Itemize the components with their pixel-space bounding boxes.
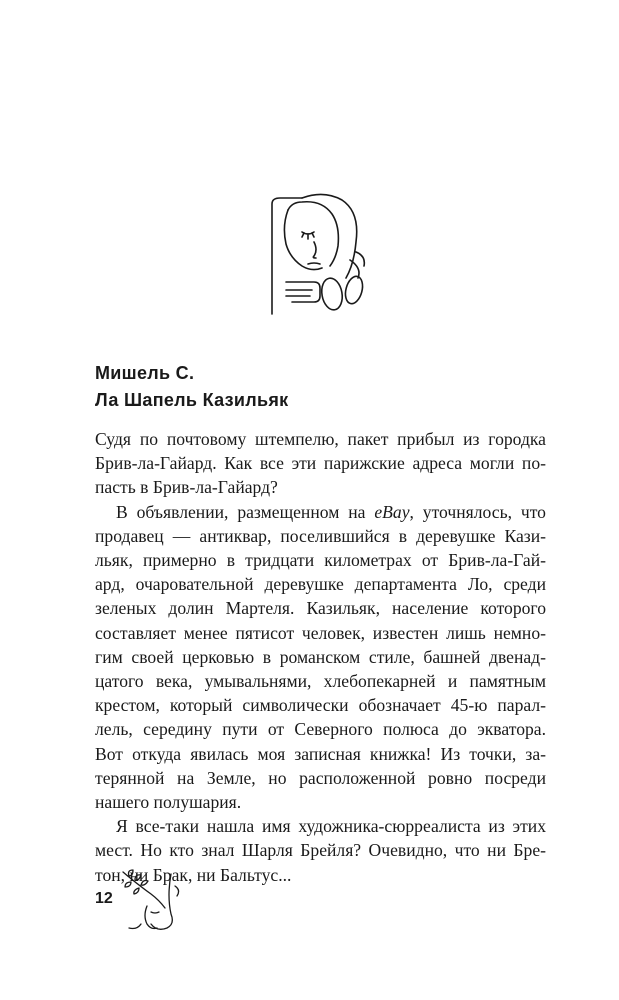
text-segment: В объявлении, размещенном на	[116, 501, 375, 522]
italic-text: eBay	[374, 501, 410, 522]
text-line: Вот откуда явилась моя записная книжка! Из точки, за-	[95, 743, 546, 764]
text-line: составляет менее пятисот человек, известен лишь немно-	[95, 622, 546, 643]
text-line: терянной на Земле, но расположенной ровно посреди	[95, 767, 546, 788]
leaf-face-line-art-icon	[117, 866, 187, 934]
paragraph-1	[95, 427, 546, 500]
text-line: ард, очаровательной деревушке департамента Ло, среди	[95, 574, 546, 595]
text-line: тон, ни Брак, ни Бальтус...	[95, 864, 292, 885]
text-line: цатого века, умывальнями, хлебопекарней и памятным	[95, 671, 546, 692]
text-line: Я все-таки нашла имя художника-сюрреалиста из этих	[116, 816, 546, 837]
page-number: 12	[95, 890, 113, 907]
text-line: пасть в Брив-ла-Гайард?	[95, 477, 278, 498]
text-line: Брив-ла-Гайард. Как все эти парижские адреса могли по-	[95, 453, 546, 474]
chapter-heading	[95, 360, 535, 414]
chapter-title-line-1: Мишель С.	[95, 363, 195, 383]
text-line: продавец — антиквар, поселившийся в деревушке Кази-	[95, 525, 546, 546]
text-line: нашего полушария.	[95, 792, 242, 813]
text-line: гим своей церковью в романском стиле, башней двенад-	[95, 646, 546, 667]
text-line	[95, 500, 546, 524]
face-line-art-illustration	[262, 186, 372, 326]
text-line: крестом, который символически обозначает 45-ю парал-	[95, 695, 546, 716]
text-line: мест. Но кто знал Шарля Брейля? Очевидно, что ни Бре-	[95, 840, 546, 861]
text-line: льяк, примерно в тридцати километрах от Брив-ла-Гай-	[95, 550, 546, 571]
text-line: Судя по почтовому штемпелю, пакет прибыл из городка	[95, 429, 546, 449]
text-line: зеленых долин Мартеля. Казильяк, население которого	[95, 598, 546, 619]
body-text	[95, 427, 546, 887]
chapter-title-line-2: Ла Шапель Казильяк	[95, 390, 289, 410]
text-line: лель, середину пути от Северного полюса до экватора.	[95, 719, 546, 740]
text-segment: , уточнялось, что	[409, 501, 546, 522]
paragraph-2	[95, 500, 546, 815]
